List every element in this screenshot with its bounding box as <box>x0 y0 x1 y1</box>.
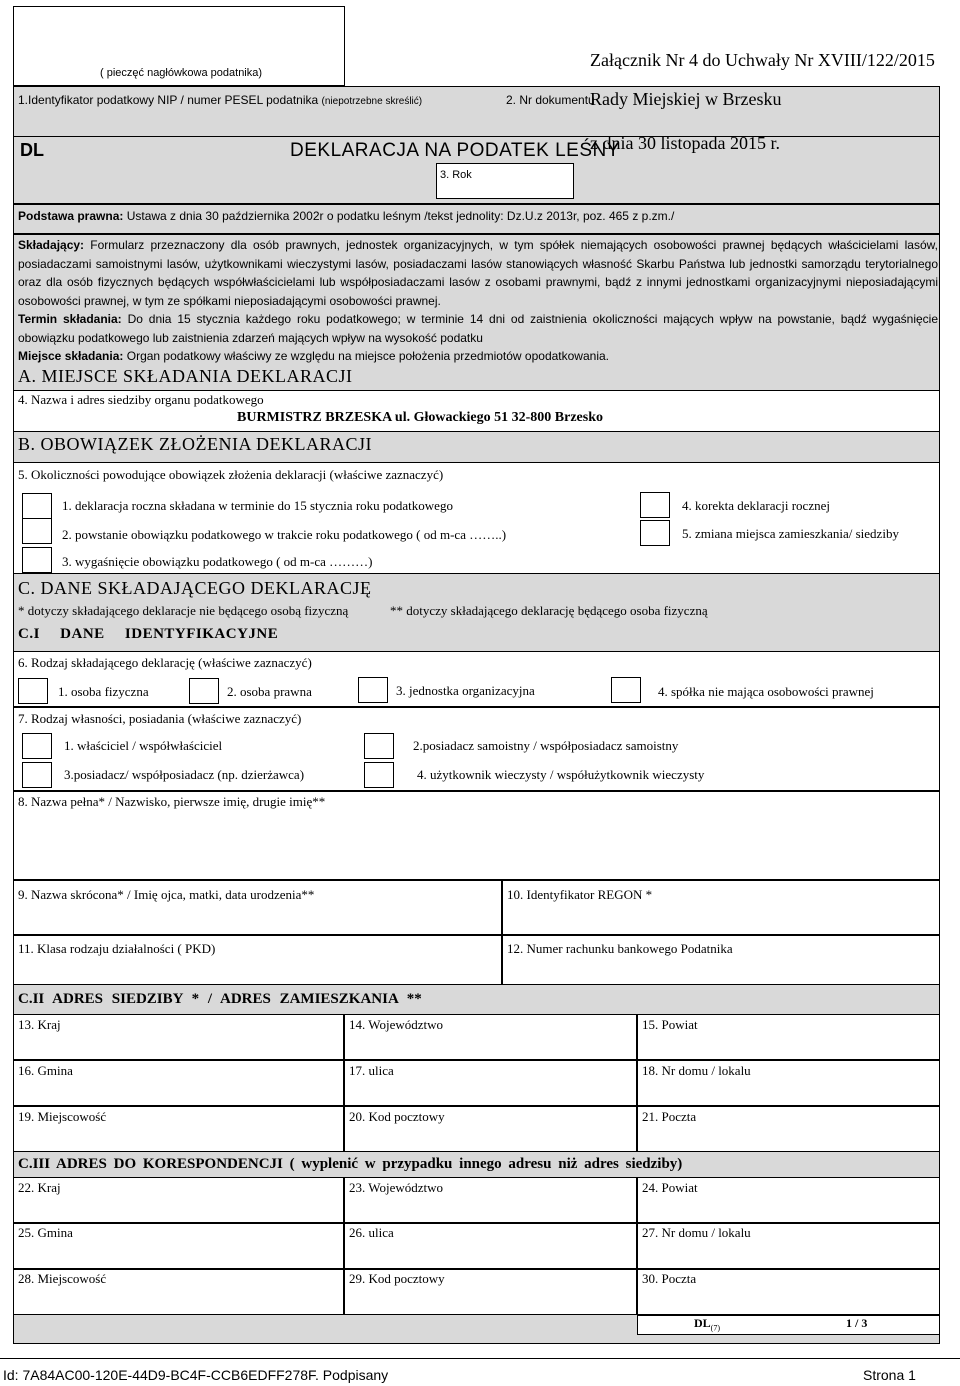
legal-basis-text: Ustawa z dnia 30 października 2002r o podatku leśnym /tekst jednolity: Dz.U.z 2013r, poz. 465 z p.zm./ <box>126 209 675 223</box>
filer-info <box>18 236 938 310</box>
footer-rule <box>0 1358 960 1359</box>
f14-label: 14. Województwo <box>349 1017 444 1032</box>
place-info <box>18 347 938 366</box>
stamp-label: ( pieczęć nagłówkowa podatnika) <box>100 67 263 79</box>
type-partnership: 4. spółka nie mająca osobowości prawnej <box>658 684 874 699</box>
own-independent-holder: 2.posiadacz samoistny / współposiadacz samoistny <box>413 738 679 753</box>
field5-label: 5. Okoliczności powodujące obowiązek złożenia deklaracji (właściwe zaznaczyć) <box>18 467 444 482</box>
marker-version: (7) <box>710 1323 720 1333</box>
checkbox-org-unit[interactable] <box>358 677 388 703</box>
field11-label: 11. Klasa rodzaju działalności ( PKD) <box>18 941 216 956</box>
authority-address: BURMISTRZ BRZESKA ul. Głowackiego 51 32-800 Brzesko <box>237 410 603 425</box>
f13-label: 13. Kraj <box>18 1017 61 1032</box>
annex-line3: z dnia 30 listopada 2015 r. <box>590 133 780 153</box>
checkbox-annual[interactable] <box>22 493 52 519</box>
field6-label: 6. Rodzaj składającego deklarację (właściwe zaznaczyć) <box>18 655 312 670</box>
doc-id: Id: 7A84AC00-120E-44D9-BC4F-CCB6EDFF278F. Podpisany <box>3 1367 389 1383</box>
option-expiry: 3. wygaśnięcie obowiązku podatkowego ( od m-ca ………) <box>62 554 373 569</box>
deadline-text: Do dnia 15 stycznia każdego roku podatkowego; w terminie 14 dni od zaistnienia okoliczności mających wpływ na powstanie, bądź wygaśnięcie obowiązku podatkowego lub zaistnienia zdarzeń mających wpływ na wysokość podatku <box>18 312 939 345</box>
field3-label: 3. Rok <box>440 169 472 181</box>
f21-label: 21. Poczta <box>642 1109 697 1124</box>
f18-label: 18. Nr domu / lokalu <box>642 1063 751 1078</box>
own-perpetual-user: 4. użytkownik wieczysty / współużytkownik wieczysty <box>417 767 705 782</box>
checkbox-arising[interactable] <box>22 518 52 544</box>
option-address-change: 5. zmiana miejsca zamieszkania/ siedziby <box>682 526 899 541</box>
checkbox-owner[interactable] <box>22 733 52 759</box>
section-c-title: C. DANE SKŁADAJĄCEGO DEKLARACJĘ <box>18 578 372 598</box>
option-annual: 1. deklaracja roczna składana w terminie do 15 stycznia roku podatkowego <box>62 498 453 513</box>
section-a-title: A. MIEJSCE SKŁADANIA DEKLARACJI <box>18 366 353 386</box>
section-ci-title: C.I DANE IDENTYFIKACYJNE <box>18 626 279 642</box>
field1-label-text: 1.Identyfikator podatkowy NIP / numer PESEL podatnika <box>18 93 319 107</box>
checkbox-expiry[interactable] <box>22 547 52 573</box>
f23-label: 23. Województwo <box>349 1180 444 1195</box>
field7-label: 7. Rodzaj własności, posiadania (właściwe zaznaczyć) <box>18 711 302 726</box>
header-divider <box>13 136 940 137</box>
type-natural-person: 1. osoba fizyczna <box>58 684 149 699</box>
field4-label: 4. Nazwa i adres siedziby organu podatkowego <box>18 392 264 407</box>
type-legal-person: 2. osoba prawna <box>227 684 312 699</box>
annex-line1: Załącznik Nr 4 do Uchwały Nr XVIII/122/2015 <box>590 50 935 70</box>
f29-label: 29. Kod pocztowy <box>349 1271 445 1286</box>
info-block <box>18 236 938 366</box>
checkbox-perpetual-user[interactable] <box>364 762 394 788</box>
page-marker <box>637 1315 940 1335</box>
checkbox-partnership[interactable] <box>611 677 641 703</box>
filer-text: Formularz przeznaczony dla osób prawnych, jednostek organizacyjnych, w tym spółek niemających osobowości prawnej będących właścicielami lasów, posiadaczami samoistnymi lasów, użytkownikami wieczystymi lasów, posiadaczami lasów stanowiących własność Skarbu Państwa lub jednostki samorządu terytorialnego oraz dla osób fizycznych będących współwłaścicielami lub współposiadaczami lasów z osobami prawnymi, bądź z innymi jednostkami organizacyjnymi nieposiadającymi osobowości prawnej, w tym ze spółkami nieposiadającymi osobowości prawnej. <box>18 238 938 308</box>
checkbox-independent-holder[interactable] <box>364 733 394 759</box>
field1-label <box>18 93 422 107</box>
note-natural-person: ** dotyczy składającego deklarację będącego osoba fizyczną <box>390 603 708 618</box>
f22-label: 22. Kraj <box>18 1180 61 1195</box>
marker-code: DL <box>694 1316 711 1330</box>
field1-note: (niepotrzebne skreślić) <box>321 96 423 107</box>
f28-label: 28. Miejscowość <box>18 1271 107 1286</box>
marker-form-code <box>694 1316 720 1332</box>
checkbox-legal-person[interactable] <box>189 678 219 704</box>
f17-label: 17. ulica <box>349 1063 394 1078</box>
page-label: Strona 1 <box>863 1367 916 1383</box>
section-b-title: B. OBOWIĄZEK ZŁOŻENIA DEKLARACJI <box>18 434 372 454</box>
field9-label: 9. Nazwa skrócona* / Imię ojca, matki, data urodzenia** <box>18 887 315 902</box>
addr-kraj[interactable] <box>13 1014 344 1060</box>
f30-label: 30. Poczta <box>642 1271 697 1286</box>
section-ciii-title: C.III ADRES DO KORESPONDENCJI ( wyplenić w przypadku innego adresu niż adres siedziby) <box>18 1156 683 1172</box>
own-dependent-holder: 3.posiadacz/ współposiadacz (np. dzierżawca) <box>64 767 305 782</box>
checkbox-address-change[interactable] <box>640 520 670 546</box>
f16-label: 16. Gmina <box>18 1063 73 1078</box>
annex-line2: Rady Miejskiej w Brzesku <box>590 89 782 109</box>
type-org-unit: 3. jednostka organizacyjna <box>396 683 535 698</box>
corr-kraj[interactable] <box>13 1177 344 1223</box>
f27-label: 27. Nr domu / lokalu <box>642 1225 751 1240</box>
f25-label: 25. Gmina <box>18 1225 73 1240</box>
field8-label: 8. Nazwa pełna* / Nazwisko, pierwsze imię, drugie imię** <box>18 794 326 809</box>
own-owner: 1. właściciel / współwłaściciel <box>64 738 223 753</box>
f19-label: 19. Miejscowość <box>18 1109 107 1124</box>
f20-label: 20. Kod pocztowy <box>349 1109 445 1124</box>
place-text: Organ podatkowy właściwy ze względu na miejsce położenia przedmiotów opodatkowania. <box>126 349 609 363</box>
marker-page-count: 1 / 3 <box>846 1316 868 1330</box>
field12-label: 12. Numer rachunku bankowego Podatnika <box>507 941 733 956</box>
checkbox-natural-person[interactable] <box>18 678 48 704</box>
field2-label: 2. Nr dokumentu <box>506 93 595 107</box>
option-arising: 2. powstanie obowiązku podatkowego w trakcie roku podatkowego ( od m-ca ……..) <box>62 527 507 542</box>
note-legal-entity: * dotyczy składającego deklaracje nie będącego osobą fizyczną <box>18 603 349 618</box>
form-code: DL <box>20 140 44 160</box>
deadline-label: Termin składania: <box>18 312 122 326</box>
field10-label: 10. Identyfikator REGON * <box>507 887 653 902</box>
legal-basis <box>18 209 674 223</box>
f26-label: 26. ulica <box>349 1225 394 1240</box>
legal-basis-label: Podstawa prawna: <box>18 209 124 223</box>
f24-label: 24. Powiat <box>642 1180 698 1195</box>
option-correction: 4. korekta deklaracji rocznej <box>682 498 830 513</box>
form-title: DEKLARACJA NA PODATEK LEŚNY <box>290 140 620 161</box>
filer-label: Składający: <box>18 238 85 252</box>
f15-label: 15. Powiat <box>642 1017 698 1032</box>
place-label: Miejsce składania: <box>18 349 124 363</box>
deadline-info <box>18 310 938 347</box>
section-cii-title: C.II ADRES SIEDZIBY * / ADRES ZAMIESZKANIA ** <box>18 991 422 1007</box>
checkbox-dependent-holder[interactable] <box>22 762 52 788</box>
checkbox-correction[interactable] <box>640 492 670 518</box>
